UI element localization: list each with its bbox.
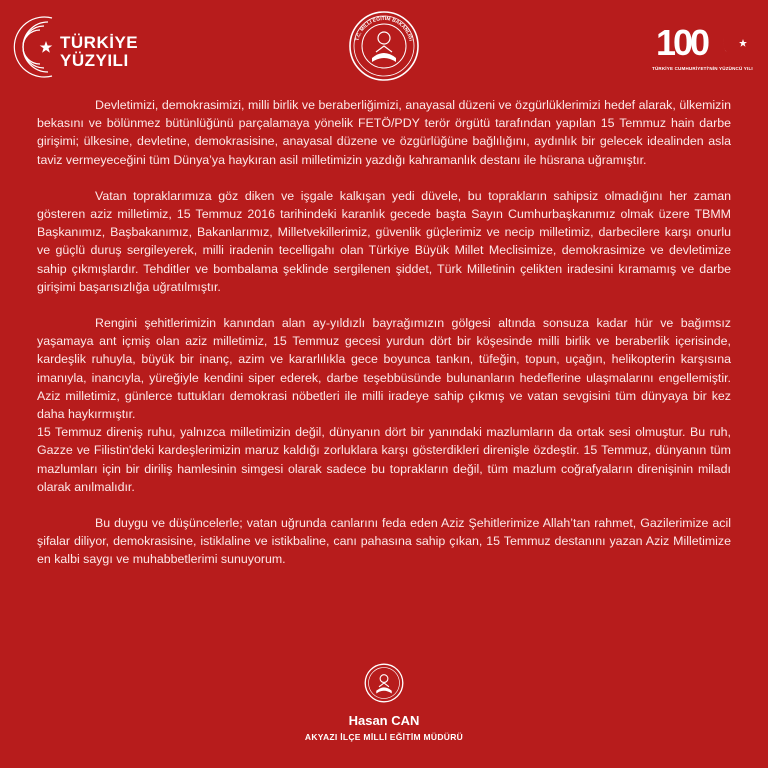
signature-block bbox=[0, 662, 768, 742]
announcement-body bbox=[37, 96, 731, 587]
signer-name: Hasan CAN bbox=[348, 713, 420, 728]
meb-seal-bottom bbox=[363, 662, 405, 709]
centenary-logo bbox=[652, 22, 756, 78]
letterhead bbox=[0, 0, 768, 90]
turkiye-yuzyili-logo bbox=[12, 12, 192, 82]
meb-seal-icon bbox=[346, 8, 422, 84]
meb-seal-icon bbox=[363, 662, 405, 704]
signer-title: AKYAZI İLÇE MİLLİ EĞİTİM MÜDÜRÜ bbox=[304, 732, 464, 742]
paragraph-4: 15 Temmuz direniş ruhu, yalnızca milletimizin değil, dünyanın dört bir yanındaki mazlumların da ortak sesi olmuştur. Bu ruh, Gazze ve Filistin'deki kardeşlerimizin maruz kaldığı zorluklara karşı gösterdikleri direnişle özdeştir. 15 Temmuz, dünyanın tüm mazlumları için bir diriliş hamlesinin simgesi olarak sadece bu toprakların değil, tüm mazlum coğrafyaların direnişinin miladı olarak anılmalıdır. bbox=[37, 425, 731, 494]
paragraph-3: Rengini şehitlerimizin kanından alan ay-yıldızlı bayrağımızın gölgesi altında sonsuza kadar hür ve bağımsız yaşamaya ant içmiş olan aziz milletimiz, 15 Temmuz gecesi yurdun dört bir köşesinde milli birlik ve beraberlik içerisinde, kardeşlik ruhuyla, büyük bir inanç, azim ve kararlılıkla gece boyunca tankın, tüfeğin, topun, uçağın, helikopterin karşısına imanıyla, inancıyla, yüreğiyle kendini siper ederek, darbe teşebbüsünde bulunanların hedeflerine ulaşmalarını engellemiştir. Aziz milletimiz, günlerce tuttukları demokrasi nöbetleri ile milli iradeye sahip çıkmış ve vatan sevgisini tüm dünyaya bir kez daha haykırmıştır. bbox=[37, 316, 731, 422]
paragraph-5: Bu duygu ve düşüncelerle; vatan uğrunda canlarını feda eden Aziz Şehitlerimize Allah’tan rahmet, Gazilerimize acil şifalar diliyor, demokrasisine, istiklaline ve istikbaline, canı pahasına sahip çıkan, 15 Temmuz destanını yazan Aziz Milletimize en kalbi saygı ve muhabbetlerimi sunuyorum. bbox=[37, 516, 731, 567]
paragraph-1: Devletimizi, demokrasimizi, milli birlik ve beraberliğimizi, anayasal düzeni ve özgürlüklerimizi hedef alarak, ülkemizin bekasını ve bölünmez bütünlüğünü parçalamaya yönelik FETÖ/PDY terör örgütü tarafından yapılan 15 Temmuz hain darbe girişimi; ülkesine, devletine, demokrasisine, anayasal düzene ve özgürlüğüne bağlılığını, aydınlık bir gelecek idealinden asla taviz vermeyeceğini tüm Dünya’ya haykıran asil milletimizin yazdığı kahramanlık destanı ile hüsrana uğramıştır. bbox=[37, 98, 731, 167]
paragraph-2: Vatan topraklarımıza göz diken ve işgale kalkışan yedi düvele, bu toprakların sahipsiz olmadığını her zaman gösteren aziz milletimiz, 15 Temmuz 2016 tarihindeki karanlık gecede başta Sayın Cumhurbaşkanımız olmak üzere TBMM Başkanımız, Başbakanımız, Bakanlarımız, Milletvekillerimiz, güvenlik güçlerimiz ve necip milletimiz, darbecilere karşı onurlu ve güçlü duruş sergileyerek, milli iradenin tecelligahı olan Türkiye Büyük Millet Meclisimize, demokrasimize ve devletimize sahip çıkmışlardır. Tehditler ve bombalama şeklinde sergilenen şiddet, Türk Milletinin çelikten iradesini kıramamış ve darbe girişimi başarısızlığa uğratılmıştır. bbox=[37, 188, 731, 294]
logo-line-2: YÜZYILI bbox=[60, 51, 129, 70]
meb-seal-top bbox=[346, 8, 422, 89]
seal-text: T.C. MİLLÎ EĞİTİM BAKANLIĞI bbox=[354, 15, 414, 42]
crescent-star-icon bbox=[12, 12, 56, 82]
centenary-number: 100 bbox=[656, 22, 708, 63]
crescent-star-icon bbox=[722, 28, 748, 58]
centenary-caption: TÜRKİYE CUMHURİYETİ'NİN YÜZÜNCÜ YILI bbox=[652, 66, 753, 71]
logo-line-1: TÜRKİYE bbox=[60, 33, 139, 52]
